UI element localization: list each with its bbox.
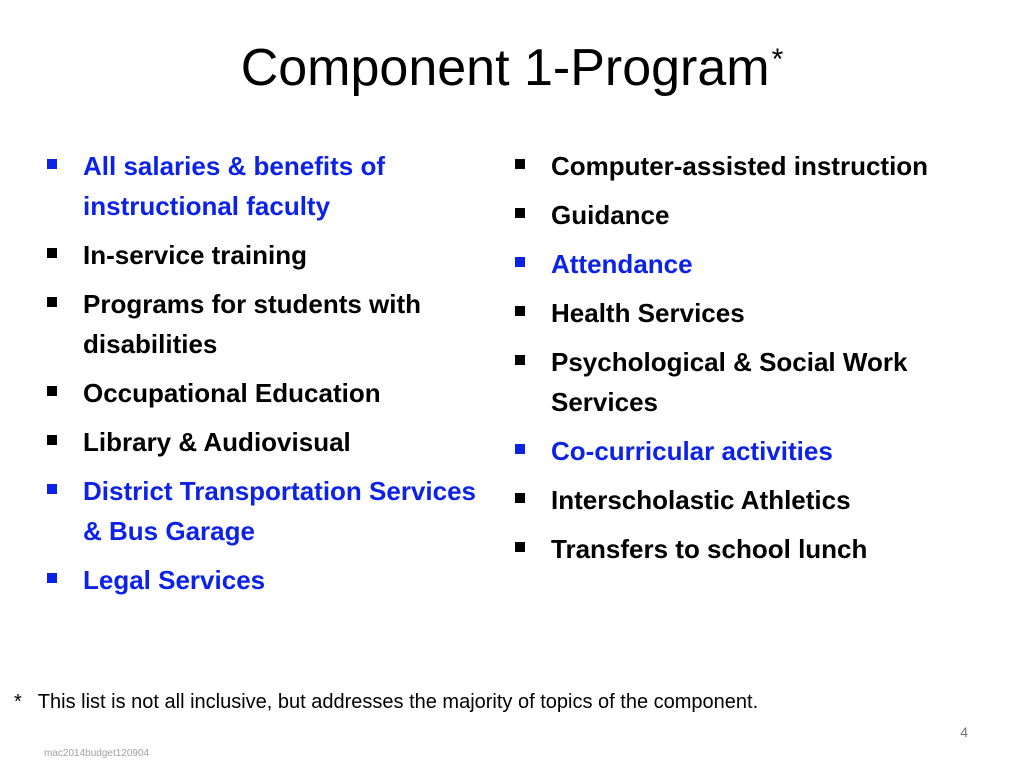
list-item-label: Interscholastic Athletics (551, 485, 851, 515)
left-bullet-list (44, 146, 484, 609)
list-item-label: Computer-assisted instruction (551, 151, 929, 181)
square-bullet-icon (515, 542, 525, 552)
square-bullet-icon (47, 435, 57, 445)
list-item (44, 560, 484, 600)
square-bullet-icon (515, 208, 525, 218)
list-item-label: District Transportation Services & Bus Garage (83, 476, 477, 546)
square-bullet-icon (47, 573, 57, 583)
square-bullet-icon (515, 159, 525, 169)
list-item (44, 235, 484, 275)
slide-title (0, 28, 1024, 100)
list-item-label: Library & Audiovisual (83, 427, 351, 457)
list-item-label: Health Services (551, 298, 745, 328)
square-bullet-icon (515, 257, 525, 267)
list-item (44, 471, 484, 551)
list-item-label: Programs for students with disabilities (83, 289, 422, 359)
square-bullet-icon (47, 159, 57, 169)
square-bullet-icon (515, 493, 525, 503)
right-bullet-list (512, 146, 992, 578)
list-item-label: Occupational Education (83, 378, 381, 408)
list-item (44, 146, 484, 226)
list-item-label: Co-curricular activities (551, 436, 833, 466)
square-bullet-icon (515, 444, 525, 454)
list-item (512, 480, 992, 520)
footnote-text: This list is not all inclusive, but addresses the majority of topics of the component. (37, 691, 759, 713)
list-item (512, 195, 992, 235)
square-bullet-icon (47, 386, 57, 396)
footnote-asterisk: * (14, 691, 22, 713)
title-asterisk: * (771, 43, 784, 76)
list-item (512, 342, 992, 422)
list-item-label: Legal Services (83, 565, 266, 595)
list-item (44, 373, 484, 413)
list-item-label: Psychological & Social Work Services (551, 347, 908, 417)
slide-title-text: Component 1-Program (240, 39, 770, 97)
footnote (14, 688, 758, 716)
square-bullet-icon (47, 484, 57, 494)
list-item-label: In-service training (83, 240, 307, 270)
square-bullet-icon (47, 297, 57, 307)
list-item (512, 529, 992, 569)
list-item-label: Transfers to school lunch (551, 534, 868, 564)
list-item (512, 431, 992, 471)
page-number: 4 (960, 724, 968, 740)
list-item (512, 146, 992, 186)
square-bullet-icon (515, 306, 525, 316)
list-item (44, 422, 484, 462)
list-item (512, 293, 992, 333)
square-bullet-icon (515, 355, 525, 365)
list-item-label: All salaries & benefits of instructional faculty (83, 151, 385, 221)
footer-code: mac2014budget120904 (44, 748, 150, 759)
list-item-label: Guidance (551, 200, 670, 230)
list-item-label: Attendance (551, 249, 693, 279)
list-item (512, 244, 992, 284)
list-item (44, 284, 484, 364)
square-bullet-icon (47, 248, 57, 258)
